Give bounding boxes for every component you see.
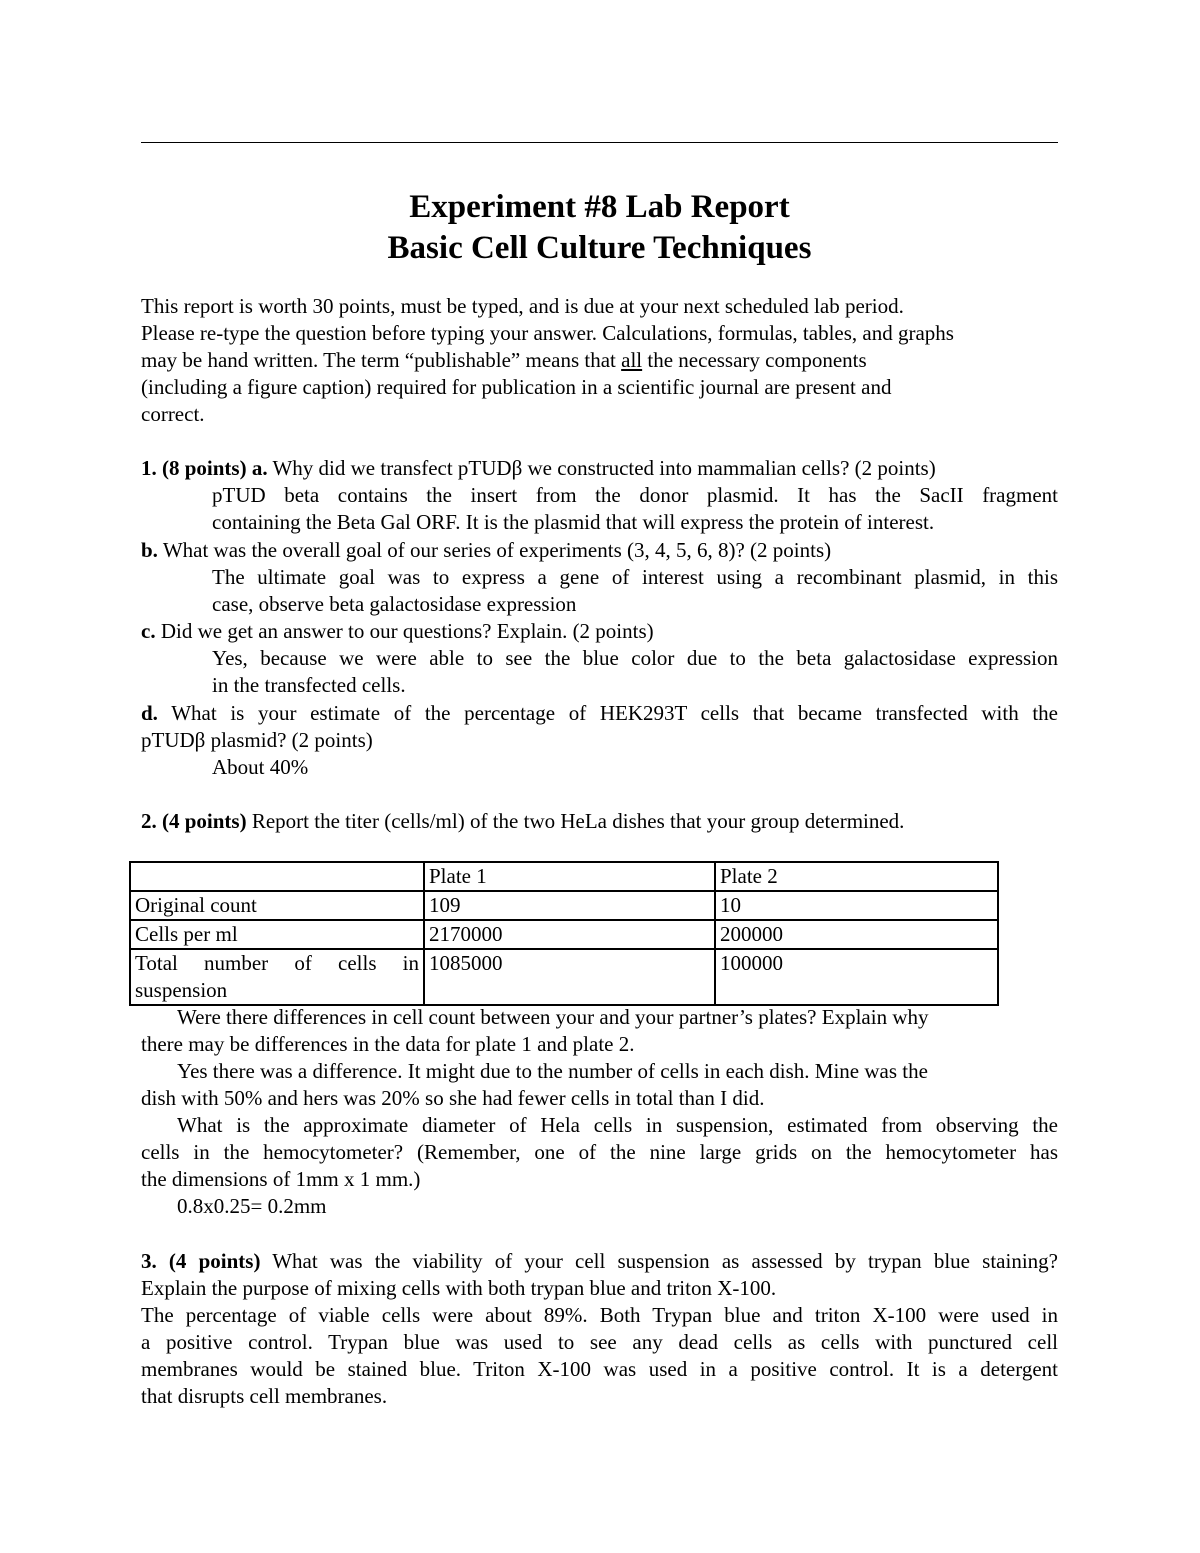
table-cell: Original count [130,891,424,920]
report-subtitle: Basic Cell Culture Techniques [387,230,812,266]
q3-answer-line-1: The percentage of viable cells were about 89%. Both Trypan blue and triton X-100 were used in [141,1303,1058,1327]
table-cell: 1085000 [424,949,715,1005]
titer-table [129,861,999,1006]
intro-line-5: correct. [141,402,205,426]
table-header-cell: Plate 1 [424,862,715,891]
header-rule [141,142,1058,143]
table-row [130,891,998,920]
table-header-row [130,862,998,891]
q1-a-question: 1. (8 points) a. Why did we transfect pTUDβ we constructed into mammalian cells? (2 points) [141,456,936,480]
q1-d-answer: About 40% [212,755,309,779]
q3-answer-line-3: membranes would be stained blue. Triton X-100 was used in a positive control. It is a detergent [141,1357,1058,1381]
q3-answer-line-4: that disrupts cell membranes. [141,1384,388,1408]
q2-followup-line-1: Were there differences in cell count between your and your partner’s plates? Explain why [177,1005,929,1029]
q1-c-answer-line-1: Yes, because we were able to see the blue color due to the beta galactosidase expression [212,646,1058,670]
report-title: Experiment #8 Lab Report [409,189,790,225]
q2-diameter-question-line-2: cells in the hemocytometer? (Remember, one of the nine large grids on the hemocytometer has [141,1140,1058,1164]
q2-diameter-question-line-1: What is the approximate diameter of Hela cells in suspension, estimated from observing the [177,1113,1058,1137]
intro-line-1: This report is worth 30 points, must be typed, and is due at your next scheduled lab period. [141,294,904,318]
table-row [130,920,998,949]
table-row [130,949,998,1005]
q2-followup-line-2: there may be differences in the data for plate 1 and plate 2. [141,1032,635,1056]
q2-answer-line-2: dish with 50% and hers was 20% so she had fewer cells in total than I did. [141,1086,765,1110]
table-header-cell [130,862,424,891]
q1-a-answer-line-2: containing the Beta Gal ORF. It is the plasmid that will express the protein of interest. [212,510,935,534]
intro-line-3: may be hand written. The term “publishable” means that all the necessary components [141,348,867,372]
emphasis-all: all [621,348,643,372]
q2-question: 2. (4 points) Report the titer (cells/ml) of the two HeLa dishes that your group determined. [141,809,905,833]
table-cell: 200000 [715,920,998,949]
q3-question-line-2: Explain the purpose of mixing cells with both trypan blue and triton X-100. [141,1276,777,1300]
q3-question-line-1: 3. (4 points) What was the viability of your cell suspension as assessed by trypan blue staining? [141,1249,1058,1273]
intro-line-2: Please re-type the question before typing your answer. Calculations, formulas, tables, and graphs [141,321,954,345]
q1-a-answer-line-1: pTUD beta contains the insert from the donor plasmid. It has the SacII fragment [212,483,1058,507]
q1-c-question: c. Did we get an answer to our questions? Explain. (2 points) [141,619,654,643]
q3-answer-line-2: a positive control. Trypan blue was used to see any dead cells as cells with punctured cell [141,1330,1058,1354]
table-cell: 100000 [715,949,998,1005]
q2-answer-line-1: Yes there was a difference. It might due to the number of cells in each dish. Mine was the [177,1059,928,1083]
table-cell: Total number of cells in suspension [130,949,424,1005]
q2-diameter-answer: 0.8x0.25= 0.2mm [177,1194,327,1218]
table-header-cell: Plate 2 [715,862,998,891]
intro-line-4: (including a figure caption) required for publication in a scientific journal are present and [141,375,892,399]
q1-c-answer-line-2: in the transfected cells. [212,673,406,697]
table-cell: 10 [715,891,998,920]
q1-b-answer-line-1: The ultimate goal was to express a gene of interest using a recombinant plasmid, in this [212,565,1058,589]
q1-b-question: b. What was the overall goal of our series of experiments (3, 4, 5, 6, 8)? (2 points) [141,538,832,562]
q1-b-answer-line-2: case, observe beta galactosidase expression [212,592,577,616]
q2-diameter-question-line-3: the dimensions of 1mm x 1 mm.) [141,1167,421,1191]
table-cell: Cells per ml [130,920,424,949]
q1-d-question-line-1: d. What is your estimate of the percentage of HEK293T cells that became transfected with the [141,701,1058,725]
q1-d-question-line-2: pTUDβ plasmid? (2 points) [141,728,373,752]
table-cell: 2170000 [424,920,715,949]
table-cell: 109 [424,891,715,920]
